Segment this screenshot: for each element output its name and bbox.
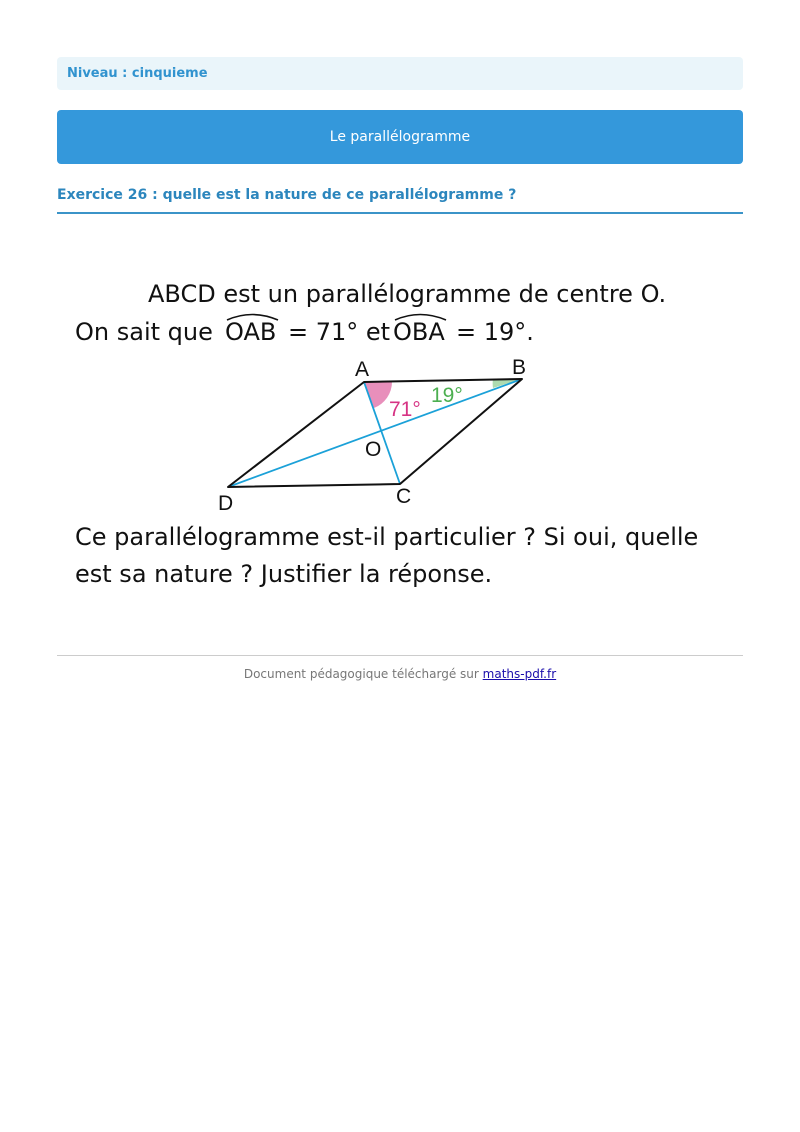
point-b-label: B: [512, 356, 527, 379]
footer-link[interactable]: maths-pdf.fr: [482, 667, 557, 681]
statement-line-2-prefix: On sait que: [75, 318, 213, 346]
angle-value-oab: = 71° et: [288, 318, 391, 346]
question-line-2: est sa nature ? Justifier la réponse.: [75, 560, 493, 588]
point-a-label: A: [355, 358, 370, 381]
exercise-figure: [57, 230, 743, 630]
angle-name-oba: OBA: [393, 318, 445, 346]
footer-divider: [57, 655, 743, 656]
point-d-label: D: [218, 492, 234, 515]
point-o-label: O: [365, 438, 382, 461]
page-title: Le parallélogramme: [57, 110, 743, 164]
footer-text: Document pédagogique téléchargé sur: [243, 667, 479, 681]
question-line-1: Ce parallélogramme est-il particulier ? Si oui, quelle: [75, 523, 699, 551]
angle-b-label: 19°: [431, 384, 463, 407]
exercise-figure-svg: [57, 230, 743, 630]
angle-value-oba: = 19°.: [456, 318, 534, 346]
footer: [57, 667, 743, 681]
point-c-label: C: [396, 485, 412, 508]
statement-line-1: ABCD est un parallélogramme de centre O.: [148, 280, 667, 308]
exercise-heading: Exercice 26 : quelle est la nature de ce parallélogramme ?: [57, 186, 743, 214]
level-label: Niveau : cinquieme: [57, 57, 743, 90]
angle-name-oab: OAB: [225, 318, 277, 346]
angle-a-label: 71°: [389, 398, 421, 421]
